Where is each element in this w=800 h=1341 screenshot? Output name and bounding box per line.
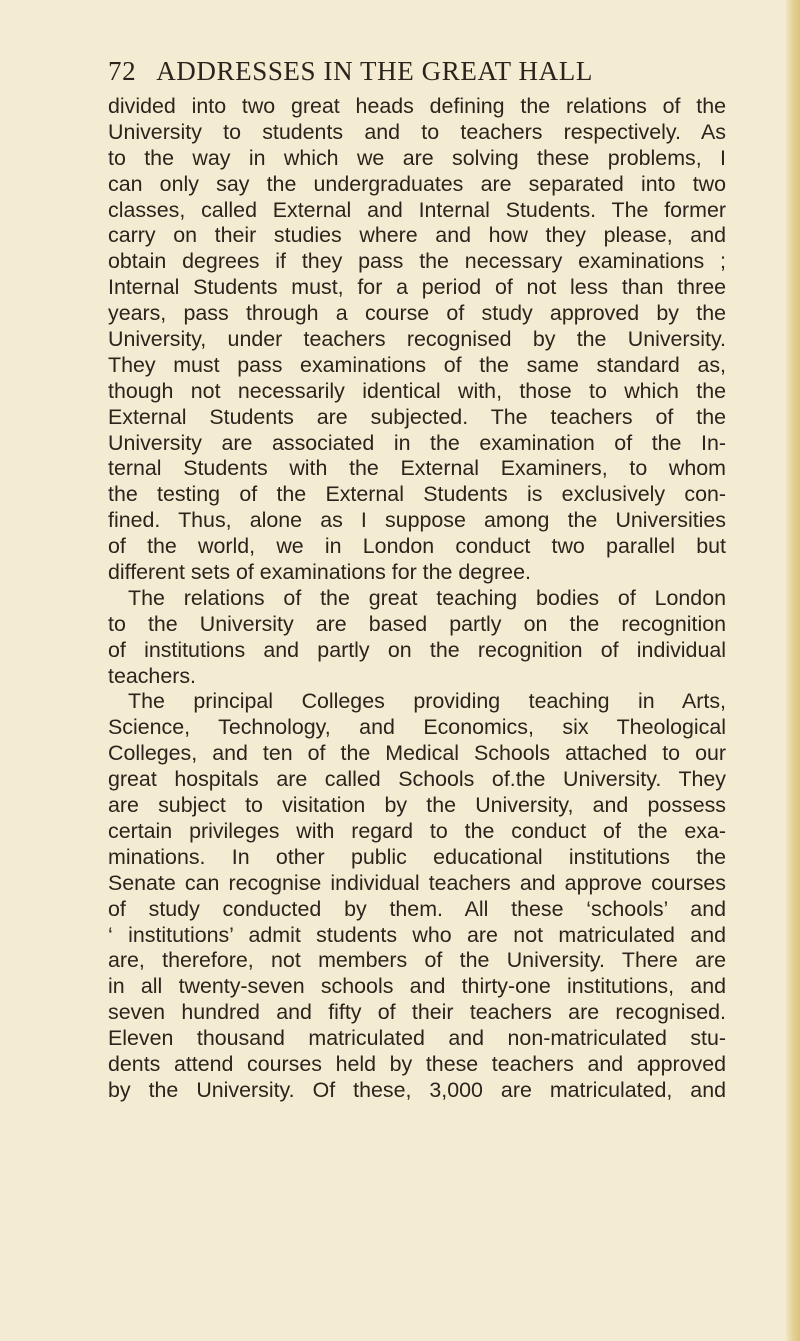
text-line: divided into two great heads defining the relations of the <box>108 94 726 118</box>
text-line: of study conducted by them. All these ‘schools’ and <box>108 896 726 921</box>
text-line: are, therefore, not members of the University. There are <box>108 948 726 973</box>
text-line: Colleges, and ten of the Medical Schools attached to our <box>108 741 726 766</box>
text-line: years, pass through a course of study approved by the <box>108 301 726 326</box>
text-line: by the University. Of these, 3,000 are matriculated, and <box>108 1077 726 1102</box>
text-line: Senate can recognise individual teachers and approve courses <box>108 870 726 895</box>
text-line: ternal Students with the External Examiners, to whom <box>108 456 726 481</box>
paragraph-end-line: teachers. <box>108 663 196 688</box>
text-line: minations. In other public educational institutions the <box>108 844 726 869</box>
text-line: External Students are subjected. The teachers of the <box>108 404 726 429</box>
text-line: Science, Technology, and Economics, six Theological <box>108 715 726 740</box>
text-line: dents attend courses held by these teachers and approved <box>108 1051 726 1076</box>
text-line: to the University are based partly on the recognition <box>108 611 726 636</box>
text-line: University, under teachers recognised by the University. <box>108 327 726 352</box>
paragraph-start-line: The principal Colleges providing teaching in Arts, <box>128 689 726 714</box>
text-line: great hospitals are called Schools of.the University. They <box>108 767 726 792</box>
paragraph-start-line: The relations of the great teaching bodies of London <box>128 585 726 610</box>
text-line: in all twenty-seven schools and thirty-one institutions, and <box>108 974 726 999</box>
text-line: to the way in which we are solving these problems, I <box>108 145 726 170</box>
text-line: seven hundred and fifty of their teachers are recognised. <box>108 1000 726 1025</box>
text-line: ‘ institutions’ admit students who are not matriculated and <box>108 922 726 947</box>
running-header <box>108 56 748 87</box>
text-line: certain privileges with regard to the conduct of the exa- <box>108 818 726 843</box>
text-line: carry on their studies where and how they please, and <box>108 223 726 248</box>
text-line: fined. Thus, alone as I suppose among the Universities <box>108 508 726 533</box>
text-line: They must pass examinations of the same standard as, <box>108 352 726 377</box>
text-line: of institutions and partly on the recognition of individual <box>108 637 726 662</box>
text-line: obtain degrees if they pass the necessary examinations ; <box>108 249 726 274</box>
text-line: Internal Students must, for a period of not less than three <box>108 275 726 300</box>
page-edge <box>786 0 800 1341</box>
text-line: are subject to visitation by the University, and possess <box>108 793 726 818</box>
text-line: University to students and to teachers respectively. As <box>108 119 726 144</box>
paragraph-end-line: different sets of examinations for the degree. <box>108 560 531 585</box>
body-text <box>108 94 726 1104</box>
text-line: the testing of the External Students is exclusively con- <box>108 482 726 507</box>
running-title: ADDRESSES IN THE GREAT HALL <box>156 56 593 86</box>
text-line: Eleven thousand matriculated and non-matriculated stu- <box>108 1026 726 1051</box>
text-line: can only say the undergraduates are separated into two <box>108 171 726 196</box>
text-line: classes, called External and Internal Students. The former <box>108 197 726 222</box>
text-line: University are associated in the examination of the In- <box>108 430 726 455</box>
text-line: of the world, we in London conduct two parallel but <box>108 534 726 559</box>
text-line: though not necessarily identical with, those to which the <box>108 378 726 403</box>
page-number: 72 <box>108 56 137 86</box>
